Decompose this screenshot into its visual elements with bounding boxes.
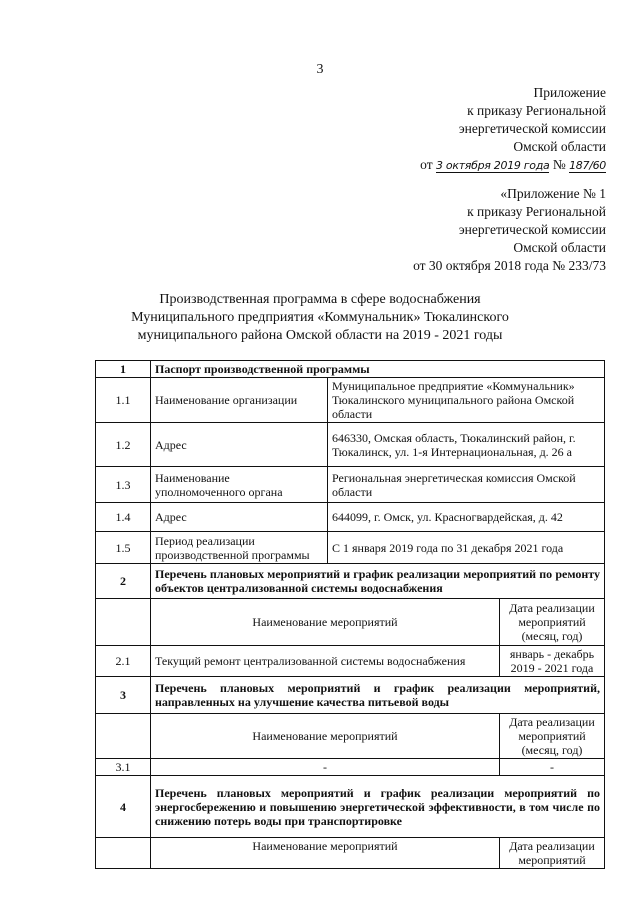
row-label: Наименование организации [151, 378, 328, 423]
title-line-3: муниципального района Омской области на 2019 - 2021 годы [137, 328, 503, 343]
appendix-line-4: Омской области [513, 139, 606, 154]
column-header-name: Наименование мероприятий [151, 838, 500, 869]
row-value: Муниципальное предприятие «Коммунальник» Тюкалинского муниципального района Омской области [328, 378, 605, 423]
row-date: январь - декабрь 2019 - 2021 года [500, 646, 605, 677]
column-header-date: Дата реализации мероприятий (месяц, год) [500, 599, 605, 646]
row-name: Текущий ремонт централизованной системы водоснабжения [151, 646, 500, 677]
prior-appendix-header [413, 185, 606, 275]
column-header-name: Наименование мероприятий [151, 599, 500, 646]
section-heading: Перечень плановых мероприятий и график реализации мероприятий по энергосбережению и повышению энергетической эффективности, в том числе по снижению потерь воды при транспортировке [151, 776, 605, 838]
table-row [96, 532, 605, 564]
title-line-1: Производственная программа в сфере водоснабжения [159, 292, 481, 307]
appendix-line-3: энергетической комиссии [458, 121, 606, 136]
prior-line-3: энергетической комиссии [458, 222, 606, 237]
appendix-number-sign: № [552, 157, 566, 172]
table-row [96, 467, 605, 503]
prior-line-1: «Приложение № 1 [500, 186, 606, 201]
column-header-row [96, 599, 605, 646]
appendix-date-line [420, 156, 606, 174]
row-value: 646330, Омская область, Тюкалинский район, г. Тюкалинск, ул. 1-я Интернациональная, д. 26 а [328, 423, 605, 467]
empty-cell [96, 714, 151, 759]
section-heading: Перечень плановых мероприятий и график реализации мероприятий, направленных на улучшение качества питьевой воды [151, 677, 605, 714]
row-value: Региональная энергетическая комиссия Омской области [328, 467, 605, 503]
section-heading: Паспорт производственной программы [151, 361, 605, 378]
handwritten-date: 3 октября 2019 года [436, 159, 550, 172]
table-row [96, 646, 605, 677]
empty-cell [96, 599, 151, 646]
column-header-name: Наименование мероприятий [151, 714, 500, 759]
page-number: 3 [316, 62, 324, 77]
section-3-row [96, 677, 605, 714]
column-header-row [96, 838, 605, 869]
appendix-from: от [420, 157, 433, 172]
row-label: Адрес [151, 423, 328, 467]
row-label: Наименование уполномоченного органа [151, 467, 328, 503]
row-number: 2.1 [96, 646, 151, 677]
row-number: 3.1 [96, 759, 151, 776]
row-label: Период реализации производственной программы [151, 532, 328, 564]
appendix-line-1: Приложение [533, 85, 606, 100]
section-number: 1 [96, 361, 151, 378]
column-header-date: Дата реализации мероприятий [500, 838, 605, 869]
row-name: - [151, 759, 500, 776]
row-label: Адрес [151, 503, 328, 532]
section-1-row [96, 361, 605, 378]
row-date: - [500, 759, 605, 776]
section-number: 3 [96, 677, 151, 714]
row-number: 1.2 [96, 423, 151, 467]
program-table [95, 360, 605, 869]
row-number: 1.1 [96, 378, 151, 423]
row-value: 644099, г. Омск, ул. Красногвардейская, д. 42 [328, 503, 605, 532]
row-number: 1.5 [96, 532, 151, 564]
table-row [96, 378, 605, 423]
empty-cell [96, 838, 151, 869]
table-row [96, 759, 605, 776]
row-number: 1.3 [96, 467, 151, 503]
section-number: 4 [96, 776, 151, 838]
document-title [0, 291, 640, 345]
prior-line-4: Омской области [513, 240, 606, 255]
column-header-row [96, 714, 605, 759]
row-number: 1.4 [96, 503, 151, 532]
prior-line-2: к приказу Региональной [467, 204, 606, 219]
column-header-date: Дата реализации мероприятий (месяц, год) [500, 714, 605, 759]
prior-line-5: от 30 октября 2018 года № 233/73 [413, 258, 606, 273]
table-row [96, 503, 605, 532]
title-line-2: Муниципального предприятия «Коммунальник» Тюкалинского [131, 310, 509, 325]
row-value: С 1 января 2019 года по 31 декабря 2021 года [328, 532, 605, 564]
section-number: 2 [96, 564, 151, 599]
section-4-row [96, 776, 605, 838]
appendix-line-2: к приказу Региональной [467, 103, 606, 118]
section-2-row [96, 564, 605, 599]
section-heading: Перечень плановых мероприятий и график реализации мероприятий по ремонту объектов централизованной системы водоснабжения [151, 564, 605, 599]
appendix-header [420, 84, 606, 174]
handwritten-number: 187/60 [569, 159, 606, 172]
table-row [96, 423, 605, 467]
